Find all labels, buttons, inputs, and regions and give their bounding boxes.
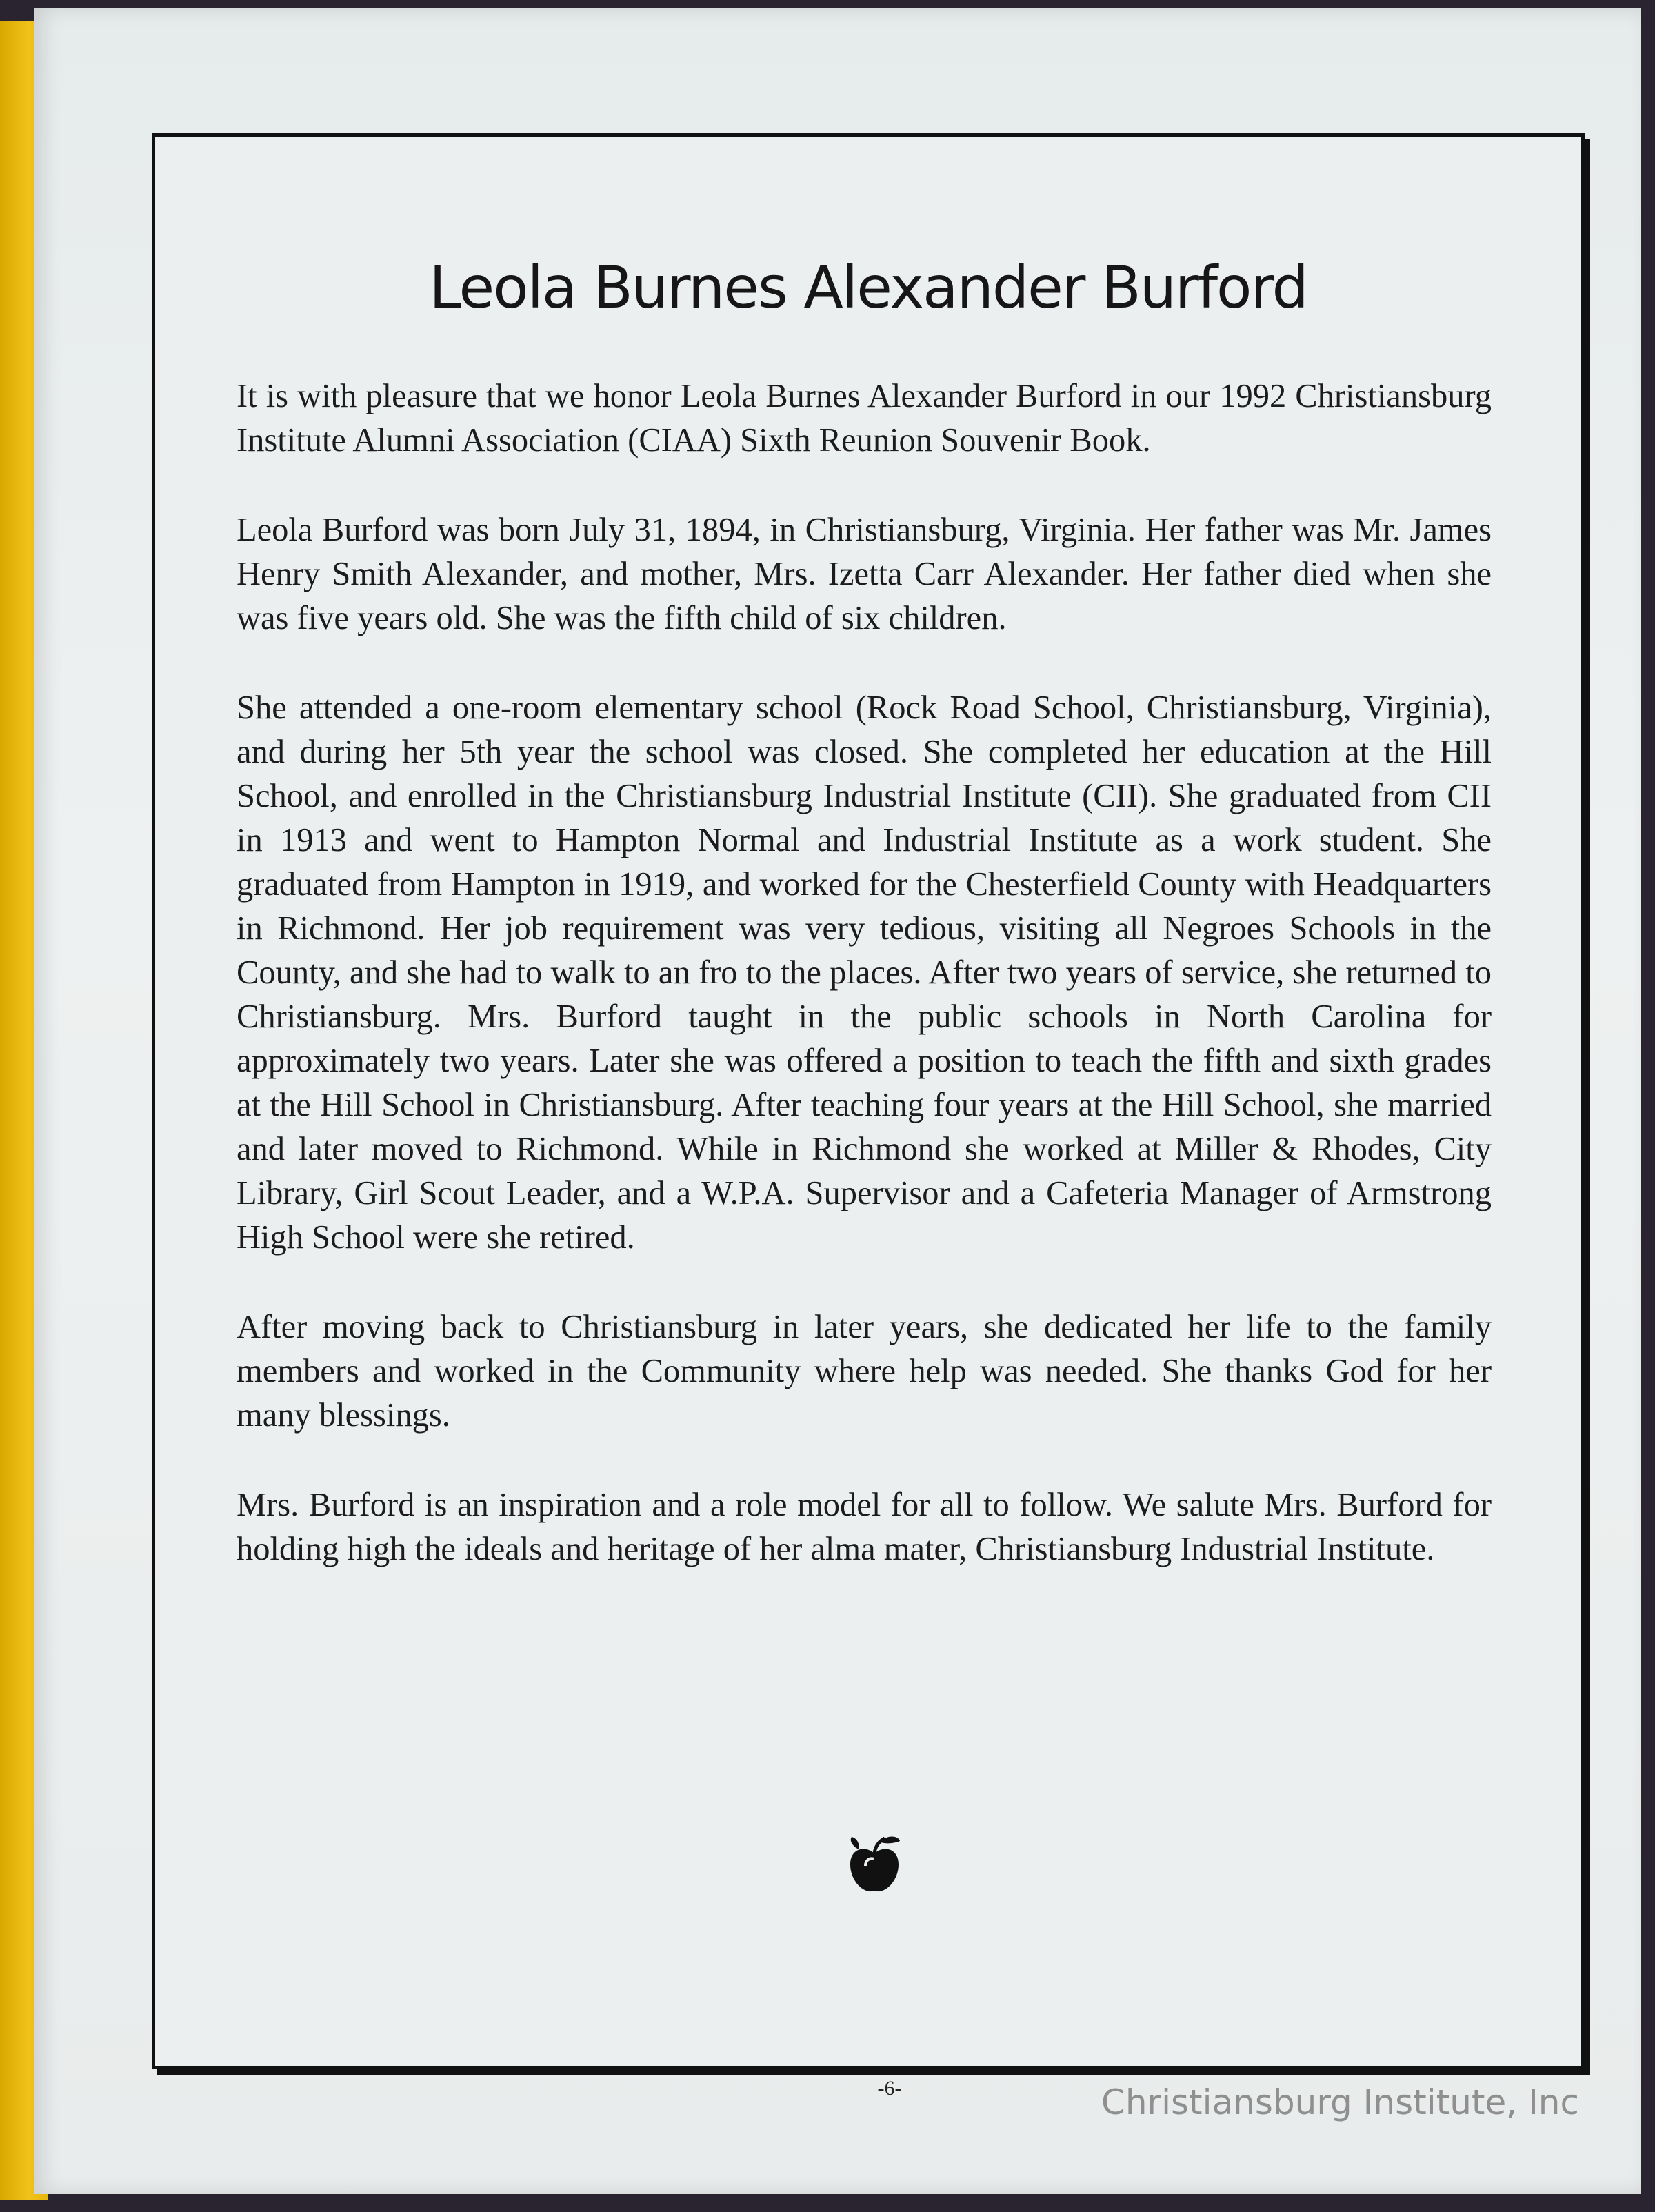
paragraph-intro: It is with pleasure that we honor Leola Burnes Alexander Burford in our 1992 Christiansburg Institute Alumni Association (CIAA) Sixth Reunion Souvenir Book. — [237, 378, 1492, 459]
page-border-frame — [152, 133, 1585, 2069]
paragraph-later-years: After moving back to Christiansburg in later years, she dedicated her life to the family members and worked in the Community where help was needed. She thanks God for her many blessings. — [237, 1309, 1492, 1434]
watermark-text: Christiansburg Institute, Inc — [1101, 2082, 1579, 2122]
document-page — [34, 8, 1641, 2194]
apple-icon — [845, 1833, 904, 1899]
document-title: Leola Burnes Alexander Burford — [429, 254, 1307, 321]
paragraph-education-career: She attended a one-room elementary school (Rock Road School, Christiansburg, Virginia), and during her 5th year the school was closed. She completed her education at the Hill School, and enrolled in the Christiansburg Industrial Institute (CII). She graduated from CII in 1913 and went to Hampton Normal and Industrial Institute as a work student. She graduated from Hampton in 1919, and worked for the Chesterfield County with Headquarters in Richmond. Her job requirement was very tedious, visiting all Negroes Schools in the County, and she had to walk to an fro to the places. After two years of service, she returned to Christiansburg. Mrs. Burford taught in the public schools in North Carolina for approximately two years. Later she was offered a position to teach the fifth and sixth grades at the Hill School in Christiansburg. After teaching four years at the Hill School, she married and later moved to Richmond. While in Richmond she worked at Miller & Rhodes, City Library, Girl Scout Leader, and a W.P.A. Supervisor and a Cafeteria Manager of Armstrong High School were she retired. — [237, 690, 1492, 1256]
paragraph-birth: Leola Burford was born July 31, 1894, in Christiansburg, Virginia. Her father was Mr. James Henry Smith Alexander, and mother, Mrs. Izetta Carr Alexander. Her father died when she was five years old. She was the fifth child of six children. — [237, 512, 1492, 636]
paragraph-tribute: Mrs. Burford is an inspiration and a role model for all to follow. We salute Mrs. Burford for holding high the ideals and heritage of her alma mater, Christiansburg Industrial Institute. — [237, 1487, 1492, 1567]
document-body — [237, 374, 1492, 1617]
page-number: -6- — [877, 2077, 902, 2100]
